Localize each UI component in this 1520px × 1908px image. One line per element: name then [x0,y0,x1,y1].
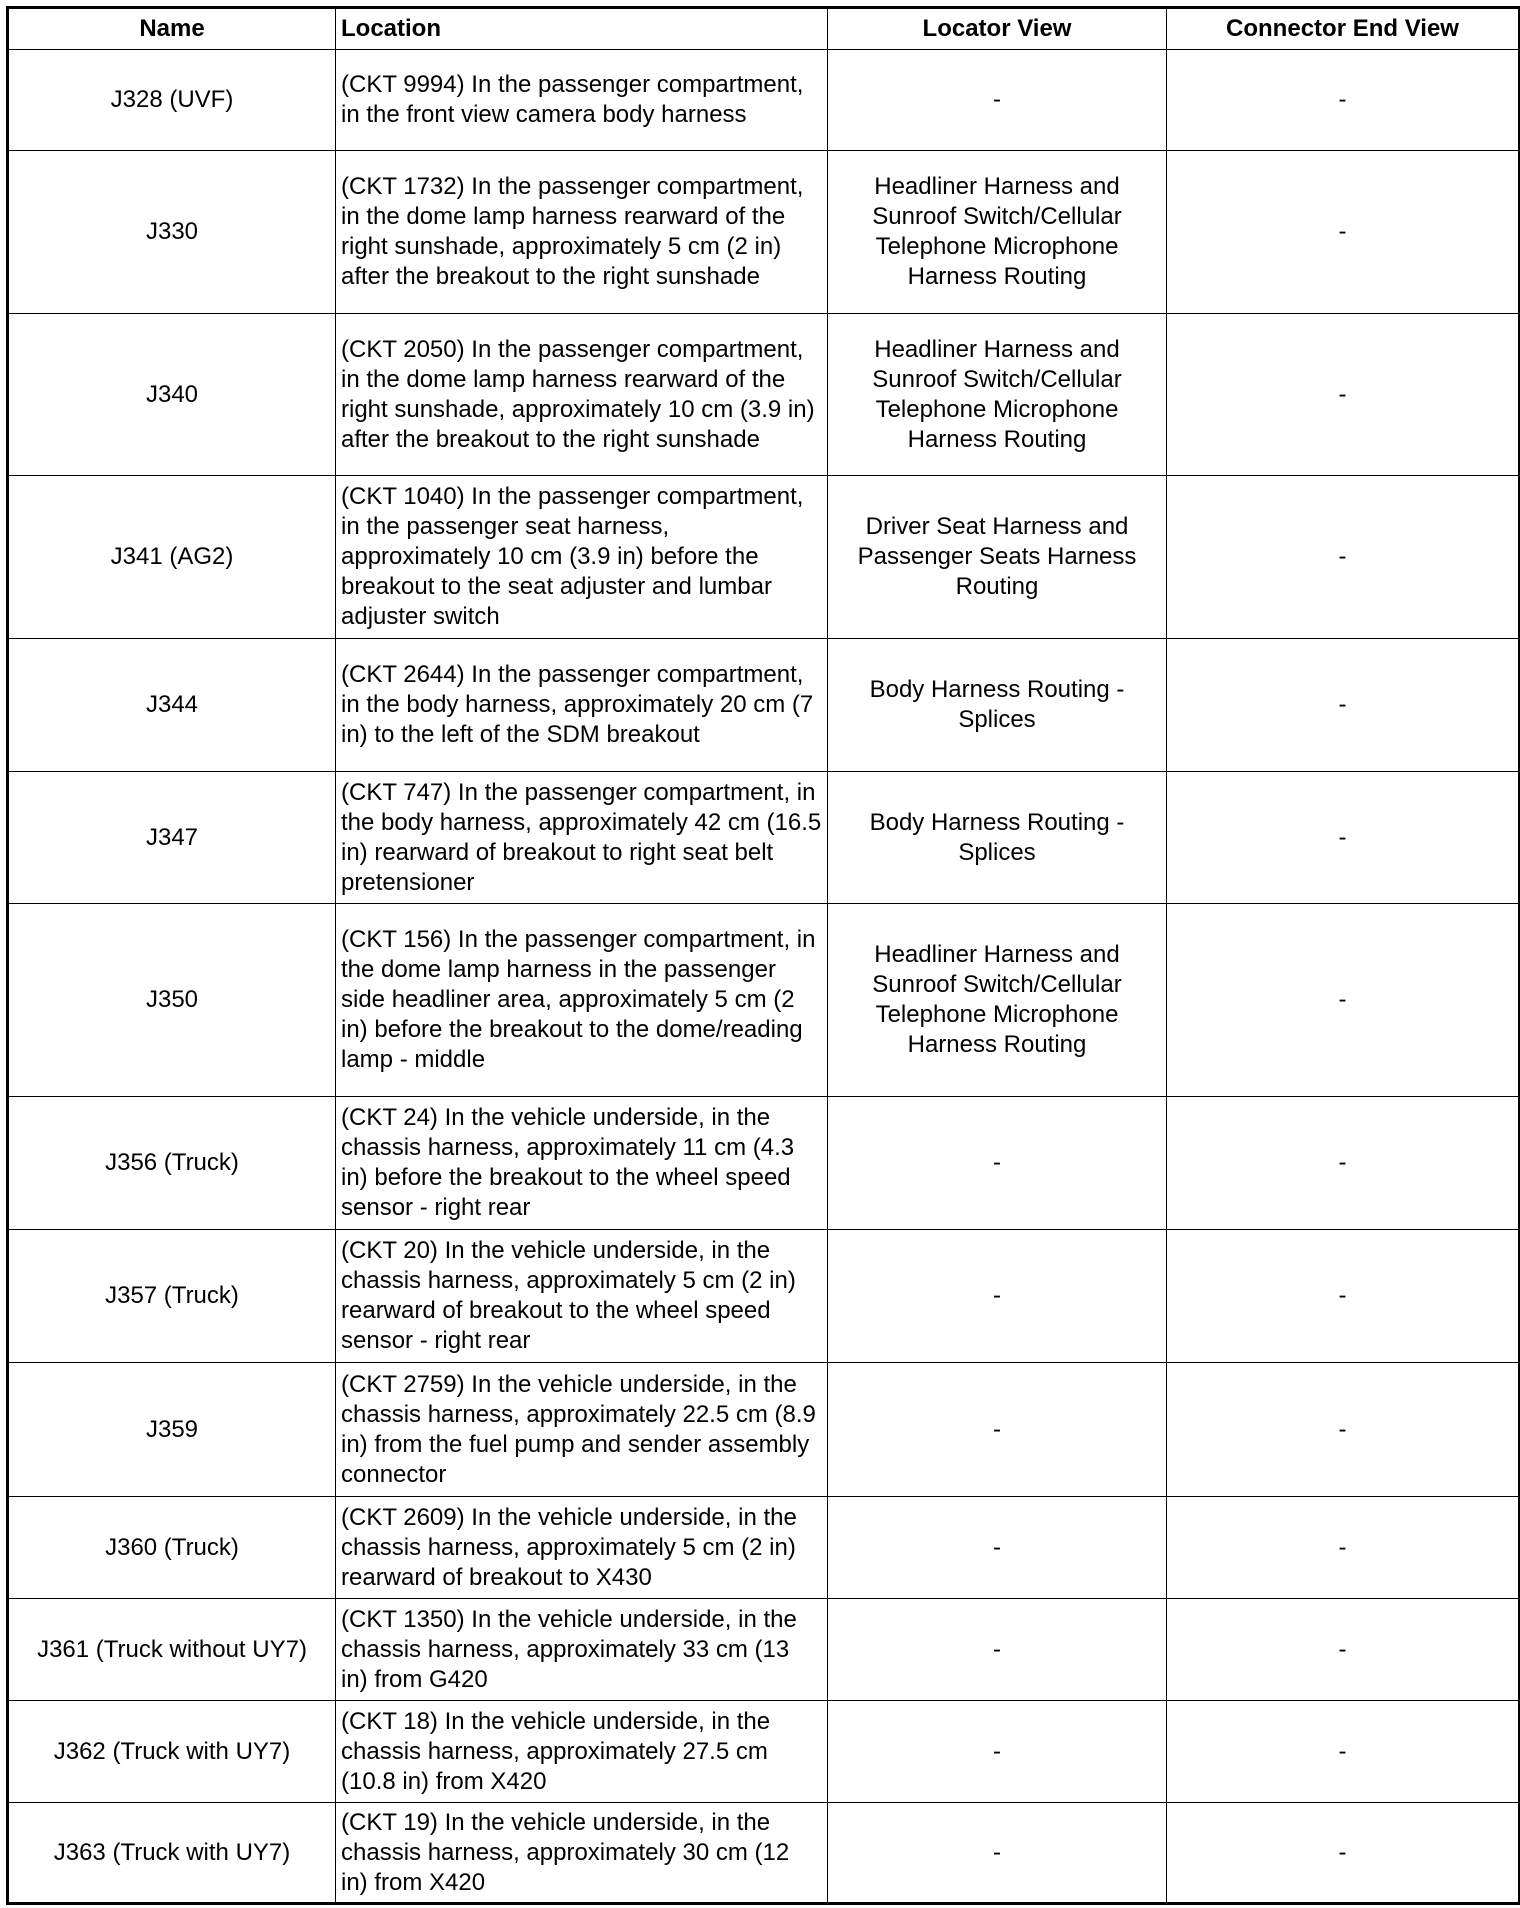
cell-location: (CKT 2050) In the passenger compartment, in the dome lamp harness rearward of the right sunshade, approximately 10 cm (3.9 in) after the breakout to the right sunshade [336,314,828,476]
cell-name: J362 (Truck with UY7) [8,1701,336,1803]
cell-connector-end-view: - [1167,1097,1520,1230]
cell-name: J363 (Truck with UY7) [8,1803,336,1904]
splice-location-table [6,6,1520,1905]
cell-name: J328 (UVF) [8,50,336,151]
cell-location: (CKT 2609) In the vehicle underside, in the chassis harness, approximately 5 cm (2 in) rearward of breakout to X430 [336,1497,828,1599]
cell-location: (CKT 1040) In the passenger compartment, in the passenger seat harness, approximately 10 cm (3.9 in) before the breakout to the seat adjuster and lumbar adjuster switch [336,476,828,639]
table-row [8,1097,1520,1230]
cell-locator-view: Body Harness Routing - Splices [828,772,1167,904]
cell-name: J356 (Truck) [8,1097,336,1230]
cell-location: (CKT 24) In the vehicle underside, in the chassis harness, approximately 11 cm (4.3 in) before the breakout to the wheel speed sensor - right rear [336,1097,828,1230]
table-row [8,1497,1520,1599]
cell-name: J350 [8,904,336,1097]
cell-locator-view: - [828,1497,1167,1599]
cell-location: (CKT 9994) In the passenger compartment, in the front view camera body harness [336,50,828,151]
cell-locator-view: - [828,1803,1167,1904]
cell-connector-end-view: - [1167,1363,1520,1497]
cell-locator-view: Headliner Harness and Sunroof Switch/Cellular Telephone Microphone Harness Routing [828,314,1167,476]
cell-connector-end-view: - [1167,151,1520,314]
cell-location: (CKT 18) In the vehicle underside, in the chassis harness, approximately 27.5 cm (10.8 in) from X420 [336,1701,828,1803]
cell-location: (CKT 1732) In the passenger compartment, in the dome lamp harness rearward of the right sunshade, approximately 5 cm (2 in) after the breakout to the right sunshade [336,151,828,314]
cell-name: J344 [8,639,336,772]
cell-connector-end-view: - [1167,1497,1520,1599]
cell-locator-view: - [828,1599,1167,1701]
cell-locator-view: - [828,50,1167,151]
table-row [8,1363,1520,1497]
table-row [8,904,1520,1097]
cell-name: J347 [8,772,336,904]
cell-name: J359 [8,1363,336,1497]
cell-connector-end-view: - [1167,639,1520,772]
table-row [8,772,1520,904]
cell-locator-view: Headliner Harness and Sunroof Switch/Cellular Telephone Microphone Harness Routing [828,151,1167,314]
cell-locator-view: Driver Seat Harness and Passenger Seats Harness Routing [828,476,1167,639]
cell-connector-end-view: - [1167,1230,1520,1363]
table-row [8,314,1520,476]
cell-location: (CKT 747) In the passenger compartment, in the body harness, approximately 42 cm (16.5 in) rearward of breakout to right seat belt pretensioner [336,772,828,904]
table-row [8,1230,1520,1363]
cell-location: (CKT 1350) In the vehicle underside, in the chassis harness, approximately 33 cm (13 in) from G420 [336,1599,828,1701]
header-row [8,8,1520,50]
cell-name: J357 (Truck) [8,1230,336,1363]
table-row [8,476,1520,639]
cell-locator-view: - [828,1230,1167,1363]
cell-location: (CKT 156) In the passenger compartment, in the dome lamp harness in the passenger side headliner area, approximately 5 cm (2 in) before the breakout to the dome/reading lamp - middle [336,904,828,1097]
cell-name: J341 (AG2) [8,476,336,639]
cell-connector-end-view: - [1167,476,1520,639]
table-row [8,151,1520,314]
table-row [8,1803,1520,1904]
table-row [8,1599,1520,1701]
cell-locator-view: Headliner Harness and Sunroof Switch/Cellular Telephone Microphone Harness Routing [828,904,1167,1097]
header-location: Location [336,8,828,50]
cell-name: J360 (Truck) [8,1497,336,1599]
table-row [8,639,1520,772]
cell-location: (CKT 19) In the vehicle underside, in the chassis harness, approximately 30 cm (12 in) from X420 [336,1803,828,1904]
header-locator-view: Locator View [828,8,1167,50]
cell-location: (CKT 2644) In the passenger compartment, in the body harness, approximately 20 cm (7 in) to the left of the SDM breakout [336,639,828,772]
cell-location: (CKT 20) In the vehicle underside, in the chassis harness, approximately 5 cm (2 in) rearward of breakout to the wheel speed sensor - right rear [336,1230,828,1363]
header-name: Name [8,8,336,50]
cell-location: (CKT 2759) In the vehicle underside, in the chassis harness, approximately 22.5 cm (8.9 in) from the fuel pump and sender assembly connector [336,1363,828,1497]
cell-connector-end-view: - [1167,50,1520,151]
cell-locator-view: - [828,1363,1167,1497]
table-row [8,1701,1520,1803]
cell-connector-end-view: - [1167,1803,1520,1904]
cell-name: J340 [8,314,336,476]
cell-locator-view: - [828,1701,1167,1803]
table-row [8,50,1520,151]
cell-connector-end-view: - [1167,1701,1520,1803]
cell-connector-end-view: - [1167,1599,1520,1701]
cell-connector-end-view: - [1167,314,1520,476]
cell-name: J361 (Truck without UY7) [8,1599,336,1701]
cell-connector-end-view: - [1167,904,1520,1097]
cell-locator-view: - [828,1097,1167,1230]
header-connector-end-view: Connector End View [1167,8,1520,50]
cell-locator-view: Body Harness Routing - Splices [828,639,1167,772]
cell-connector-end-view: - [1167,772,1520,904]
cell-name: J330 [8,151,336,314]
